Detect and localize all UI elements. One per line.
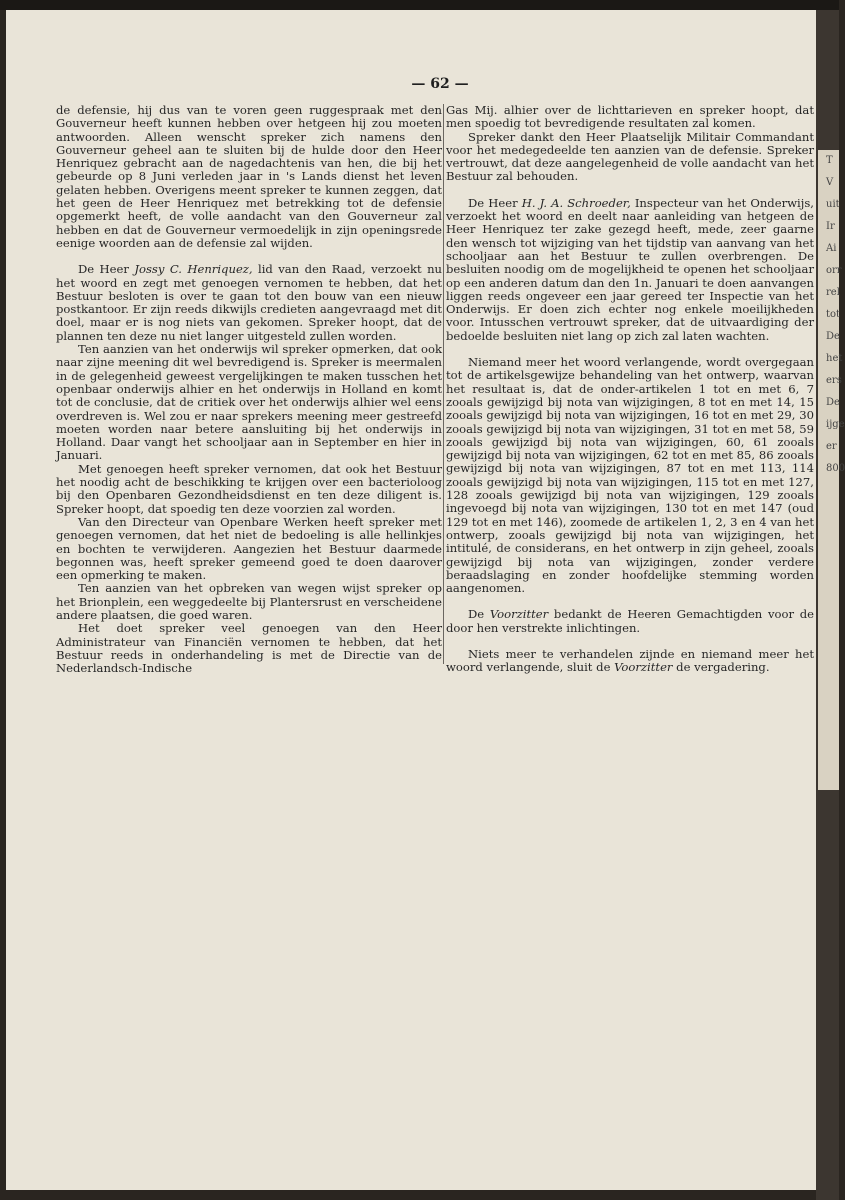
page-number: — 62 — [411,76,469,92]
paragraph: de defensie, hij dus van te voren geen ruggespraak met den Gouverneur heeft kunnen hebben over hetgeen hij zou moeten antwoorden. Alleen wenscht spreker zich namens den Gouverneur geheel aan te sluiten bij de hulde door den Heer Henriquez gebracht aan de nagedachtenis van hen, die bij het gebeurde op 8 Juni verleden jaar in 's Lands dienst het leven gelaten hebben. Overigens meent spreker te kunnen zeggen, dat het geen de Heer Henriquez met betrekking tot de defensie opgemerkt heeft, de volle aandacht van den Gouverneur zal hebben en dat de Gouverneur vermoedelijk in zijn openingsrede eenige woorden aan de defensie zal wijden. [56,103,442,250]
margin-fragment: V [826,177,834,188]
speaker-name: Voorzitter [614,660,673,675]
speaker-name: Voorzitter [489,607,549,622]
paragraph: Van den Directeur van Openbare Werken heeft spreker met genoegen vernomen, dat het niet de bedoeling is alle hellinkjes en bochten te verwijderen. Aangezien het Bestuur daarmede begonnen was, heeft spreker gemeend goed te doen daarover een opmerking te maken. [56,514,442,583]
scanner-top-edge [0,0,839,10]
paragraph: Ten aanzien van het opbreken van wegen wijst spreker op het Brionplein, een weggedeelte bij Plantersrust en verscheidene andere plaatsen, die goed waren. [56,581,442,622]
right-column [446,104,814,675]
speaker-name: H. J. A. Schroeder, [521,195,631,210]
margin-fragment: orr [826,265,842,276]
margin-fragment: het [826,353,843,364]
margin-fragment: 800 [826,463,845,474]
left-column [56,104,442,675]
speaker-name: Jossy C. Henriquez, [134,262,253,277]
column-divider [443,104,444,664]
margin-fragment: Ai [826,243,837,254]
paragraph: De Heer H. J. A. Schroeder, Inspecteur van het Onderwijs, verzoekt het woord en deelt naar aanleiding van hetgeen de Heer Henriquez ter zake gezegd heeft, mede, zeer gaarne den wensch tot wijziging van het tijdstip van aanvang van het schooljaar aan het Bestuur te zullen overbrengen. De besluiten noodig om de mogelijkheid te openen het schooljaar op een anderen datum dan den 1n. Januari te doen aanvangen liggen reeds ongeveer een jaar gereed ter Inspectie van het Onderwijs. Er doen zich echter nog enkele moeilijkheden voor. Intusschen vertrouwt spreker, dat de uitvaardiging der bedoelde besluiten niet lang op zich zal laten wachten. [446,195,814,343]
paragraph: Niemand meer het woord verlangende, wordt overgegaan tot de artikelsgewijze behandeling van het ontwerp, waarvan het resultaat is, dat de onder-artikelen 1 tot en met 6, 7 zooals gewijzigd bij nota van wijzigingen, 8 tot en met 14, 15 zooals gewijzigd bij nota van wijzigingen, 16 tot en met 29, 30 zooals gewijzigd bij nota van wijzigingen, 31 tot en met 58, 59 zooals gewijzigd bij nota van wijzigingen, 60, 61 zooals gewijzigd bij nota van wijzigingen, 62 tot en met 85, 86 zooals gewijzigd bij nota van wijzigingen, 87 tot en met 113, 114 zooals gewijzigd bij nota van wijzigingen, 115 tot en met 127, 128 zooals gewijzigd bij nota van wijzigingen, 129 zooals ingevoegd bij nota van wijzigingen, 130 tot en met 147 (oud 129 tot en met 146), zoomede de artikelen 1, 2, 3 en 4 van het ontwerp, zooals gewijzigd bij nota van wijzigingen, het intitulé, de considerans, en het ontwerp in zijn geheel, zooals gewijzigd bij nota van wijzigingen, zonder verdere beraadslaging en zonder hoofdelijke stemming worden aangenomen. [446,355,814,596]
margin-fragment: uit [826,199,840,210]
paragraph: Niets meer te verhandelen zijnde en niemand meer het woord verlangende, sluit de Voorzitter de vergadering. [446,646,814,675]
margin-fragment: T [826,155,833,166]
paragraph: Spreker dankt den Heer Plaatselijk Militair Commandant voor het medegedeelde ten aanzien van de defensie. Spreker vertrouwt, dat deze aangelegenheid de volle aandacht van het Bestuur zal behouden. [446,129,814,184]
margin-fragment: Ir [826,221,835,232]
paragraph: Ten aanzien van het onderwijs wil spreker opmerken, dat ook naar zijne meening dit wel bevredigend is. Spreker is meermalen in de gelegenheid geweest vergelijkingen te maken tusschen het openbaar onderwijs alhier en het onderwijs in Holland en komt tot de conclusie, dat de critiek over het onderwijs alhier wel eens overdreven is. Wel zou er naar sprekers meening meer gestreefd moeten worden naar betere aansluiting bij het onderwijs in Holland. Daar vangt het schooljaar aan in September en hier in Januari. [56,342,442,463]
margin-fragment: ers [826,375,842,386]
margin-fragment: De [826,397,840,408]
margin-fragment: ijge [826,419,845,430]
margin-fragment: rel [826,287,840,298]
margin-fragment: er [826,441,837,452]
paragraph: De Heer Jossy C. Henriquez, lid van den Raad, verzoekt nu het woord en zegt met genoegen vernomen te hebben, dat het Bestuur besloten is over te gaan tot den bouw van een nieuw postkantoor. Er zijn reeds dikwijls credieten aangevraagd met dit doel, maar er is nog niets van gekomen. Spreker hoopt, dat de plannen ten deze nu niet langer uitgesteld zullen worden. [56,262,442,343]
paragraph: Met genoegen heeft spreker vernomen, dat ook het Bestuur het noodig acht de beschikking te krijgen over een bacterioloog bij den Openbaren Gezondheidsdienst en ten deze diligent is. Spreker hoopt, dat spoedig ten deze voorzien zal worden. [56,461,442,516]
paragraph: Gas Mij. alhier over de lichttarieven en spreker hoopt, dat men spoedig tot bevredigende resultaten zal komen. [446,103,814,131]
margin-fragment: De [826,331,840,342]
adjacent-page-strip [818,150,845,790]
paragraph: De Voorzitter bedankt de Heeren Gemachtigden voor de door hen verstrekte inlichtingen. [446,607,814,635]
paragraph: Het doet spreker veel genoegen van den Heer Administrateur van Financiën vernomen te hebben, dat het Bestuur reeds in onderhandeling is met de Directie van de Nederlandsch-Indische [56,621,442,676]
margin-fragment: tot [826,309,841,320]
